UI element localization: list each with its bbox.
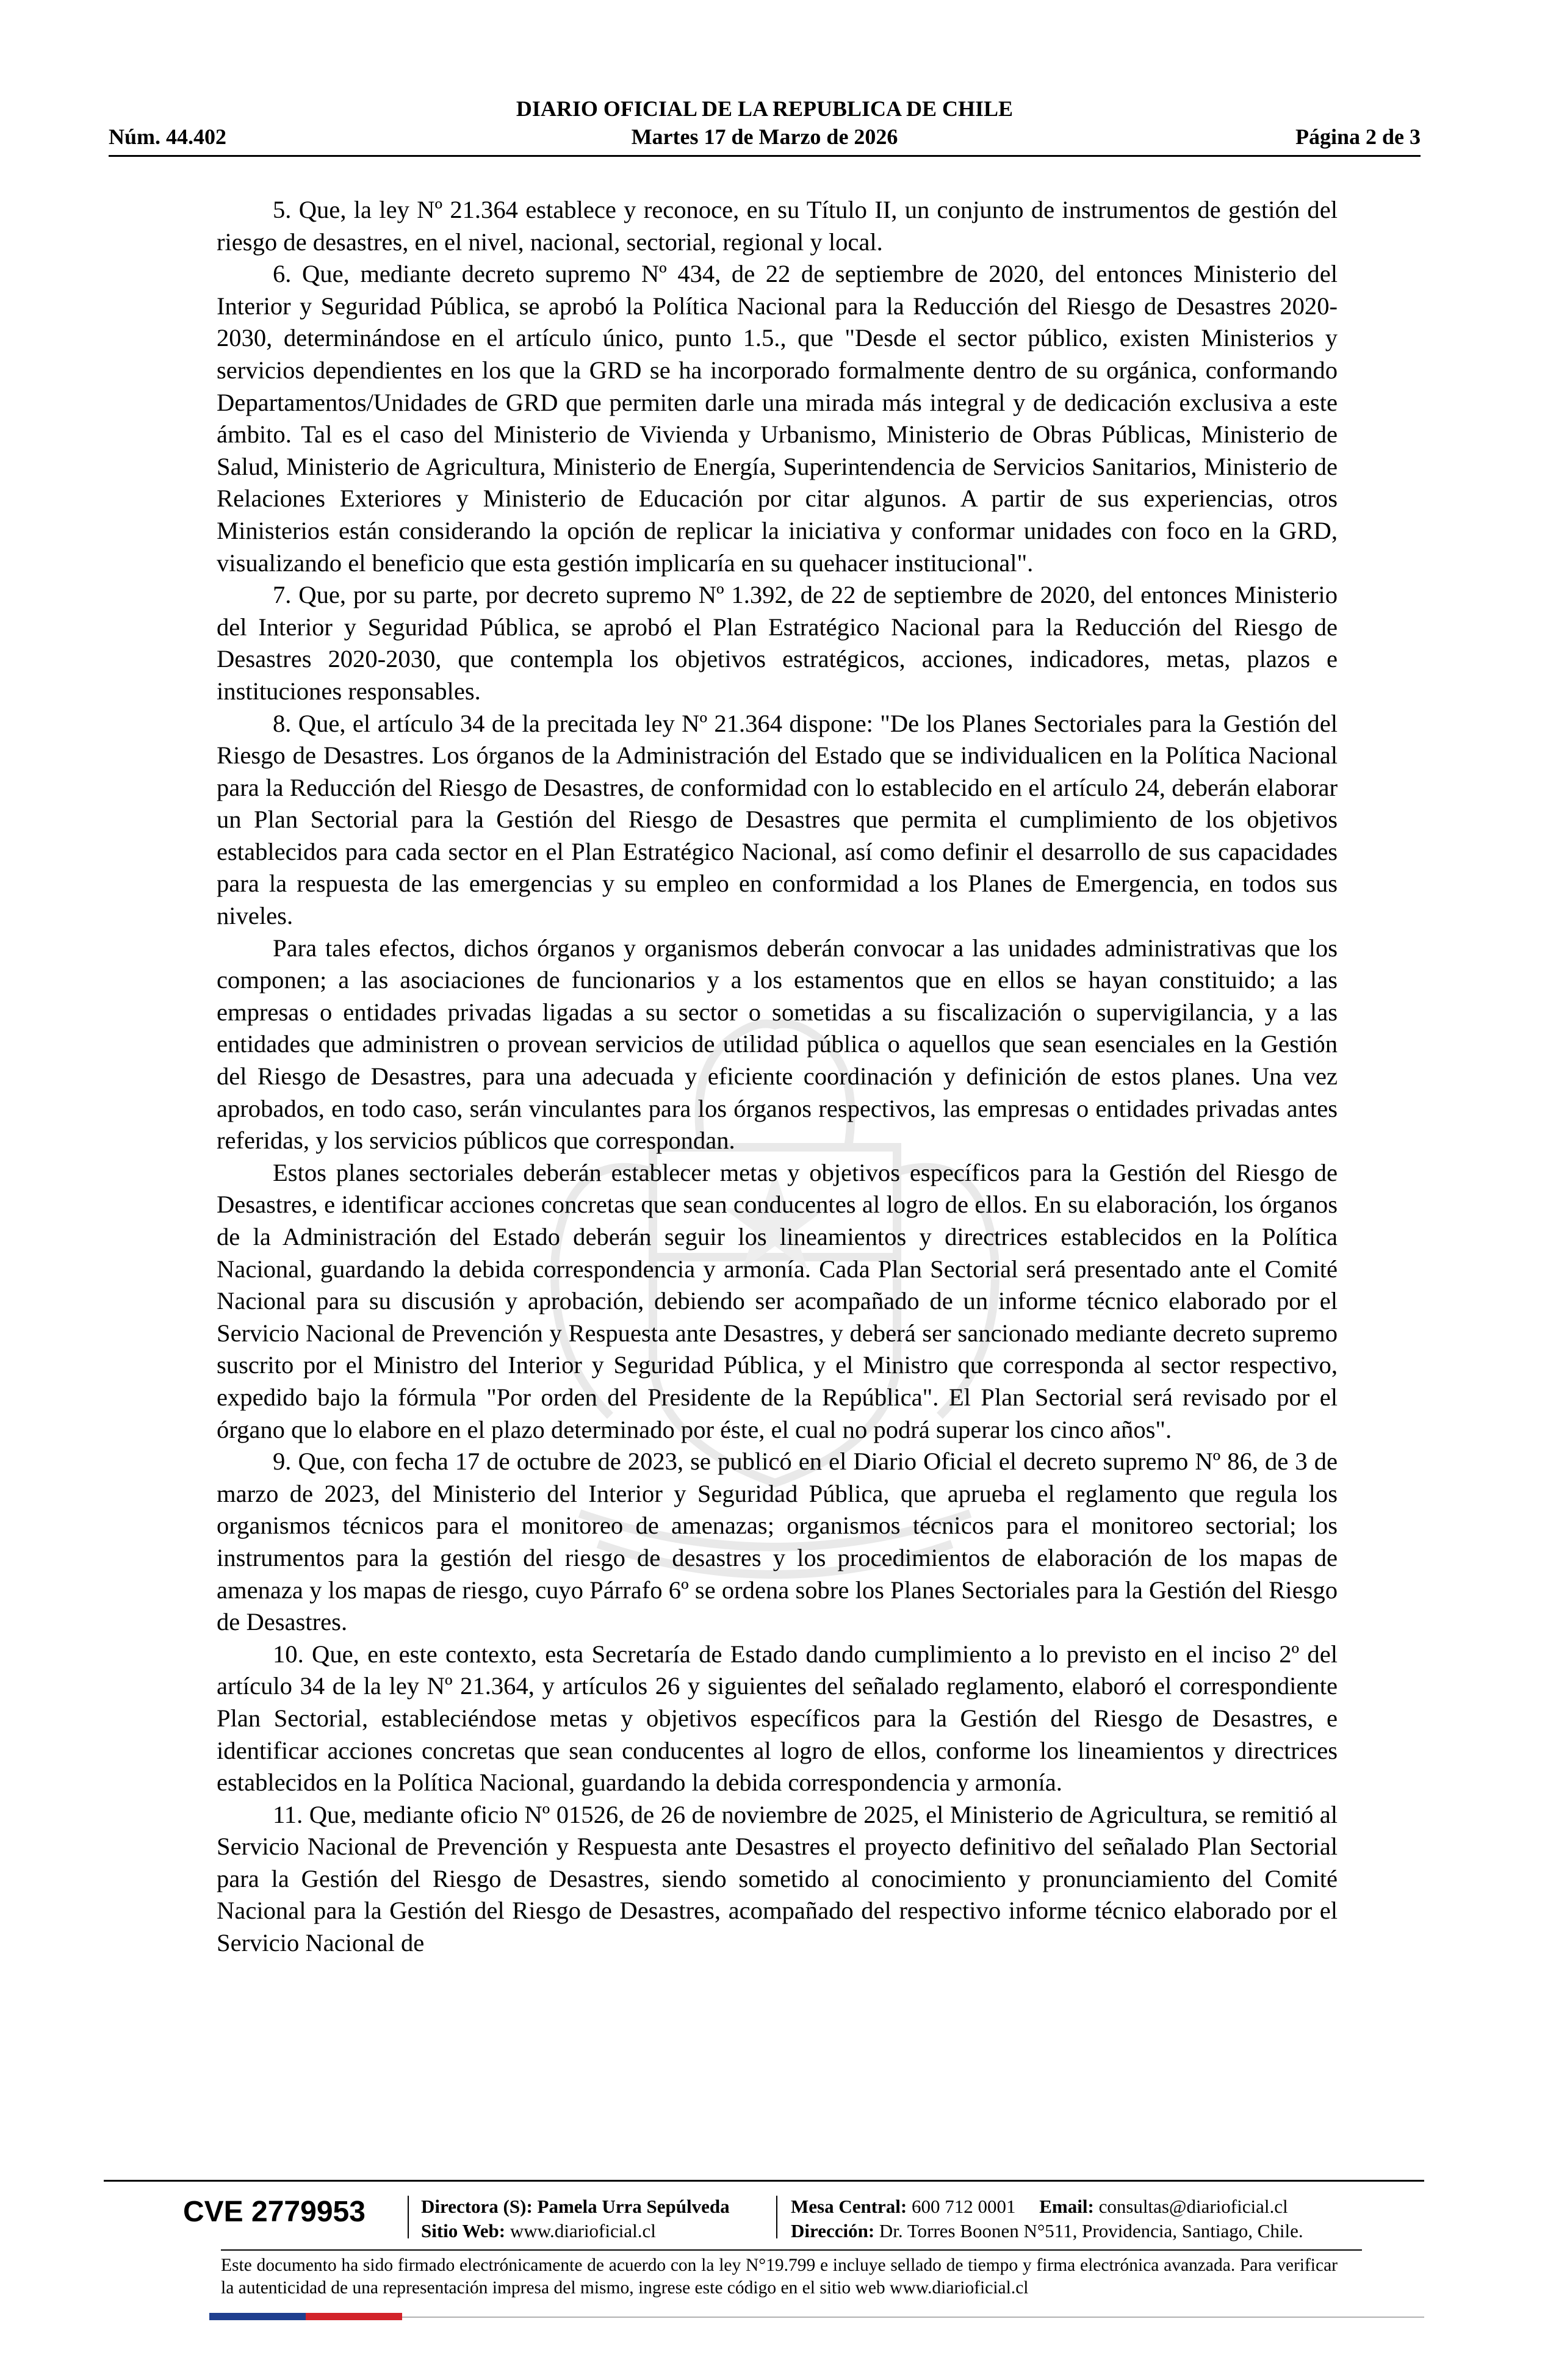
- paragraph-9: 9. Que, con fecha 17 de octubre de 2023, se publicó en el Diario Oficial el decreto supremo Nº 86, de 3 de marzo de 2023, del Ministerio del Interior y Seguridad Pública, que aprueba el reglamento que regula los organismos técnicos para el monitoreo de amenazas; organismos técnicos para el monitoreo sectorial; los instrumentos para la gestión del riesgo de desastres y los procedimientos de elaboración de los mapas de amenaza y los mapas de riesgo, cuyo Párrafo 6º se ordena sobre los Planes Sectoriales para la Gestión del Riesgo de Desastres.: [217, 1448, 1338, 1636]
- page-header: [109, 93, 1421, 153]
- paragraph-8: 8. Que, el artículo 34 de la precitada ley Nº 21.364 dispone: "De los Planes Sectoriales para la Gestión del Riesgo de Desastres. Los órganos de la Administración del Estado que se individualicen en la Política Nacional para la Reducción del Riesgo de Desastres, de conformidad con lo establecido en el artículo 24, deberán elaborar un Plan Sectorial para la Gestión del Riesgo de Desastres que permita el cumplimiento de los objetivos establecidos para cada sector en el Plan Estratégico Nacional, así como definir el desarrollo de sus capacidades para la respuesta de las emergencias y su empleo en conformidad a los Planes de Emergencia, en todos sus niveles.: [217, 709, 1338, 930]
- phone-number: 600 712 0001: [912, 2196, 1016, 2217]
- paragraph-11: 11. Que, mediante oficio Nº 01526, de 26 de noviembre de 2025, el Ministerio de Agricultura, se remitió al Servicio Nacional de Prevención y Respuesta ante Desastres el proyecto definitivo del señalado Plan Sectorial para la Gestión del Riesgo de Desastres, siendo sometido al conocimiento y pronunciamiento del Comité Nacional para la Gestión del Riesgo de Desastres, acompañado del respectivo informe técnico elaborado por el Servicio Nacional de: [217, 1800, 1338, 1957]
- cve-code: CVE 2779953: [183, 2196, 366, 2228]
- flag-stripe: [209, 2313, 402, 2320]
- paragraph-10: 10. Que, en este contexto, esta Secretaría de Estado dando cumplimiento a lo previsto en el inciso 2º del artículo 34 de la ley Nº 21.364, y artículos 26 y siguientes del señalado reglamento, elaboró el correspondiente Plan Sectorial, estableciéndose metas y objetivos específicos para la Gestión del Riesgo de Desastres, e identificar acciones concretas que sean conducentes al logro de ellos, conforme los lineamientos y directrices establecidos en la Política Nacional, guardando la debida correspondencia y armonía.: [217, 1640, 1338, 1797]
- paragraph-8-cont-1: Para tales efectos, dichos órganos y organismos deberán convocar a las unidades administrativas que los componen; a las asociaciones de funcionarios y a los estamentos que en ellos se hayan constituido; a las empresas o entidades privadas ligadas a su sector o sometidas a su fiscalización o supervigilancia, y a las entidades que administren o provean servicios de utilidad pública o aquellos que sean esenciales en la Gestión del Riesgo de Desastres, para una adecuada y eficiente coordinación y definición de estos planes. Una vez aprobados, en todo caso, serán vinculantes para los órganos respectivos, las empresas o entidades privadas antes referidas, y los servicios públicos que correspondan.: [217, 934, 1338, 1155]
- footer-divider-bottom: [402, 2317, 1424, 2318]
- flag-red-segment: [306, 2313, 402, 2320]
- email-label: Email:: [1039, 2196, 1094, 2217]
- paragraph-7: 7. Que, por su parte, por decreto supremo Nº 1.392, de 22 de septiembre de 2020, del entonces Ministerio del Interior y Seguridad Pública, se aprobó el Plan Estratégico Nacional para la Reducción del Riesgo de Desastres 2020-2030, que contempla los objetivos estratégicos, acciones, indicadores, metas, plazos e instituciones responsables.: [217, 581, 1338, 705]
- page-number: Página 2 de 3: [1295, 124, 1421, 149]
- web-label: Sitio Web:: [421, 2220, 506, 2241]
- header-divider: [109, 155, 1421, 157]
- signature-disclaimer: Este documento ha sido firmado electrónicamente de acuerdo con la ley N°19.799 e incluye sellado de tiempo y firma electrónica avanzada. Para verificar la autenticidad de una representación impresa del mismo, ingrese este código en el sitio web www.diarioficial.cl: [221, 2256, 1338, 2298]
- paragraph-8-cont-2: Estos planes sectoriales deberán establecer metas y objetivos específicos para la Gestión del Riesgo de Desastres, e identificar acciones concretas que sean conducentes al logro de ellos. En su elaboración, los órganos de la Administración del Estado deberán seguir los lineamientos y directrices establecidos en la Política Nacional, guardando la debida correspondencia y armonía. Cada Plan Sectorial será presentado ante el Comité Nacional para su discusión y aprobación, debiendo ser acompañado de un informe técnico elaborado por el Servicio Nacional de Prevención y Respuesta ante Desastres, y deberá ser sancionado mediante decreto supremo suscrito por el Ministro del Interior y Seguridad Pública, y el Ministro que corresponda al sector respectivo, expedido bajo la fórmula "Por orden del Presidente de la República". El Plan Sectorial será revisado por el órgano que lo elabore en el plazo determinado por éste, el cual no podrá superar los cinco años".: [217, 1158, 1338, 1443]
- paragraph-5: 5. Que, la ley Nº 21.364 establece y reconoce, en su Título II, un conjunto de instrumentos de gestión del riesgo de desastres, en el nivel, nacional, sectorial, regional y local.: [217, 196, 1338, 256]
- footer-divider-top: [104, 2180, 1424, 2182]
- address-label: Dirección:: [791, 2220, 875, 2241]
- issue-date: Martes 17 de Marzo de 2026: [631, 124, 898, 149]
- footer-separator: [408, 2196, 409, 2238]
- paragraph-6: 6. Que, mediante decreto supremo Nº 434, de 22 de septiembre de 2020, del entonces Ministerio del Interior y Seguridad Pública, se aprobó la Política Nacional para la Reducción del Riesgo de Desastres 2020-2030, determinándose en el artículo único, punto 1.5., que "Desde el sector público, existen Ministerios y servicios dependientes en los que la GRD se ha incorporado formalmente dentro de su orgánica, conformando Departamentos/Unidades de GRD que permiten darle una mirada más integral y de dedicación exclusiva a este ámbito. Tal es el caso del Ministerio de Vivienda y Urbanismo, Ministerio de Obras Públicas, Ministerio de Salud, Ministerio de Agricultura, Ministerio de Energía, Superintendencia de Servicios Sanitarios, Ministerio de Relaciones Exteriores y Ministerio de Educación por citar algunos. A partir de sus experiencias, otros Ministerios están considerando la opción de replicar la iniciativa y conformar unidades con foco en la GRD, visualizando el beneficio que esta gestión implicaría en su quehacer institucional".: [217, 260, 1338, 577]
- footer-director-block: [421, 2194, 730, 2243]
- issue-number: Núm. 44.402: [109, 124, 227, 149]
- address-text: Dr. Torres Boonen N°511, Providencia, Santiago, Chile.: [879, 2220, 1303, 2241]
- web-link[interactable]: www.diarioficial.cl: [510, 2220, 656, 2241]
- footer-divider-mid: [221, 2249, 1362, 2251]
- document-body: [217, 194, 1338, 1960]
- director-label: Directora (S):: [421, 2196, 533, 2217]
- gazette-title: DIARIO OFICIAL DE LA REPUBLICA DE CHILE: [516, 96, 1014, 121]
- director-name: Pamela Urra Sepúlveda: [537, 2196, 730, 2217]
- phone-label: Mesa Central:: [791, 2196, 907, 2217]
- footer-contact-block: [791, 2194, 1303, 2243]
- email-link[interactable]: consultas@diarioficial.cl: [1098, 2196, 1288, 2217]
- footer-separator: [776, 2196, 777, 2238]
- flag-blue-segment: [209, 2313, 306, 2320]
